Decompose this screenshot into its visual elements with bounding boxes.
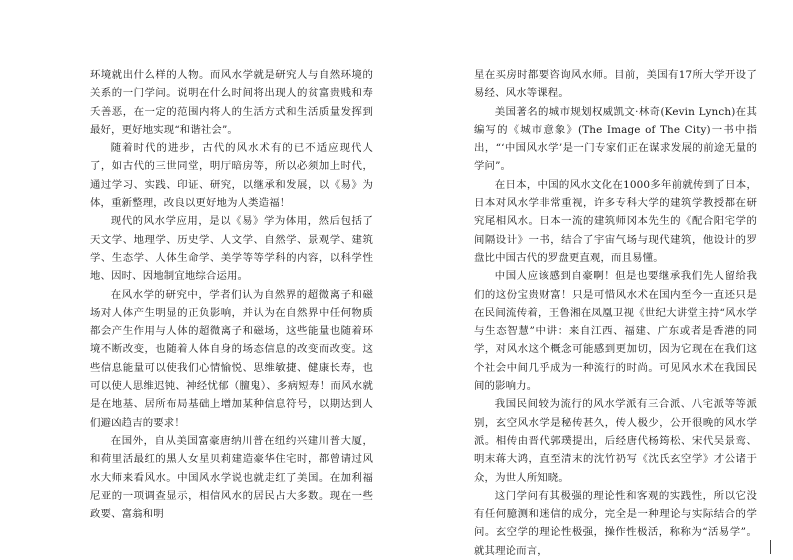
right-paragraph-3: 在日本，中国的风水文化在1000多年前就传到了日本，日本对风水学非常重视，许多专科大学的建筑学教授都在研究尾相风水。日本一流的建筑师冈本先生的《配合阳宅学的间隔设计》一书，结合了宇宙气场与现代建筑，他设计的罗盘比中国古代的罗盘更直观，而且易懂。 xyxy=(474,178,757,264)
left-page-column xyxy=(90,66,373,523)
left-paragraph-5: 在国外，自从美国富豪唐纳川普在纽约兴建川普大厦，和荷里活最红的黑人女星贝莉建造豪华住宅时，都曾请过风水大师来看风水。中国风水学说也就走红了美国。在加利福尼亚的一项调查显示，相信风水的居民占大多数。现在一些政要、富翁和明 xyxy=(90,434,373,521)
left-paragraph-3: 现代的风水学应用，是以《易》学为体用，然后包括了天文学、地理学、历史学、人文学、自然学、景观学、建筑学、生态学、人体生命学、美学等等学科的内容，以科学性地、因时、因地制宜地综合运用。 xyxy=(90,215,373,283)
left-paragraph-2: 随着时代的进步，古代的风水术有的已不适应现代人了，如古代的三世同堂，明厅暗房等，所以必须加上时代，通过学习、实践、印证、研究，以继承和发展，以《易》为体，重新整理，改良以更好地为人类造福！ xyxy=(90,142,373,210)
right-paragraph-4: 中国人应该感到自豪啊！但是也要继承我们先人留给我们的这份宝贵财富！只是可惜风水术在国内至今一直还只是在民间流传着，王鲁湘在凤凰卫视《世纪大讲堂主持“风水学与生态智慧”中讲：来自江西、福建、广东或者是香港的同学，对风水这个概念可能感到更加切，因为它现在在我们这个社会中间几乎成为一种流行的时尚。可见风水术在我国民间的影响力。 xyxy=(474,270,757,393)
left-paragraph-4: 在风水学的研究中，学者们认为自然界的超微离子和磁场对人体产生明显的正负影响，并认为在自然界中任何物质都会产生作用与人体的超微离子和磁场，这些能量也随着环境不断改变，也随着人体自身的场态信息的改变而改变。这些信息能量可以使我们心情愉悦、思维敏捷、健康长寿，也可以使人思维迟钝、神经忧郁（膻鬼）、多病短寿！而风水就是在地基、居所布局基础上增加某种信息符号，以期达到人们避凶趋吉的要求！ xyxy=(90,288,373,429)
right-paragraph-5: 我国民间较为流行的风水学派有三合派、八宅派等等派别，玄空风水学是秘传甚久，传人极少，公开很晚的风水学派。相传由晋代郭璞提出，后经唐代杨筠松、宋代吴景鸾、明末蒋大鸿，直至清末的沈竹礽写《沈氏玄空学》才公诸于众，为世人所知晓。 xyxy=(474,398,757,484)
right-paragraph-2: 美国著名的城市规划权威凯文·林奇(Kevin Lynch)在其编写的《城市意象》(The Image of The City)一书中指出，“‘中国风水学’是一门专家们正在谋求发展的前途无量的学问”。 xyxy=(474,105,757,173)
left-paragraph-1: 环境就出什么样的人物。而风水学就是研究人与自然环境的关系的一门学问。说明在什么时间将出现人的贫富贵贱和寿夭善恶，在一定的范围内将人的生活方式和生活质量发挥到最好，更好地实现“和谐社会”。 xyxy=(90,69,373,136)
right-page-column xyxy=(474,66,757,560)
right-paragraph-6: 这门学问有其极强的理论性和客观的实践性，所以它没有任何臆测和迷信的成分，完全是一种理论与实际结合的学问。玄空学的理论性极强，操作性极活，称称为“活易学”。就其理论而言， xyxy=(474,489,757,557)
page-edge-mark xyxy=(770,540,771,554)
right-paragraph-1: 星在买房时都要咨询风水师。目前，美国有17所大学开设了易经、风水等课程。 xyxy=(474,69,757,100)
